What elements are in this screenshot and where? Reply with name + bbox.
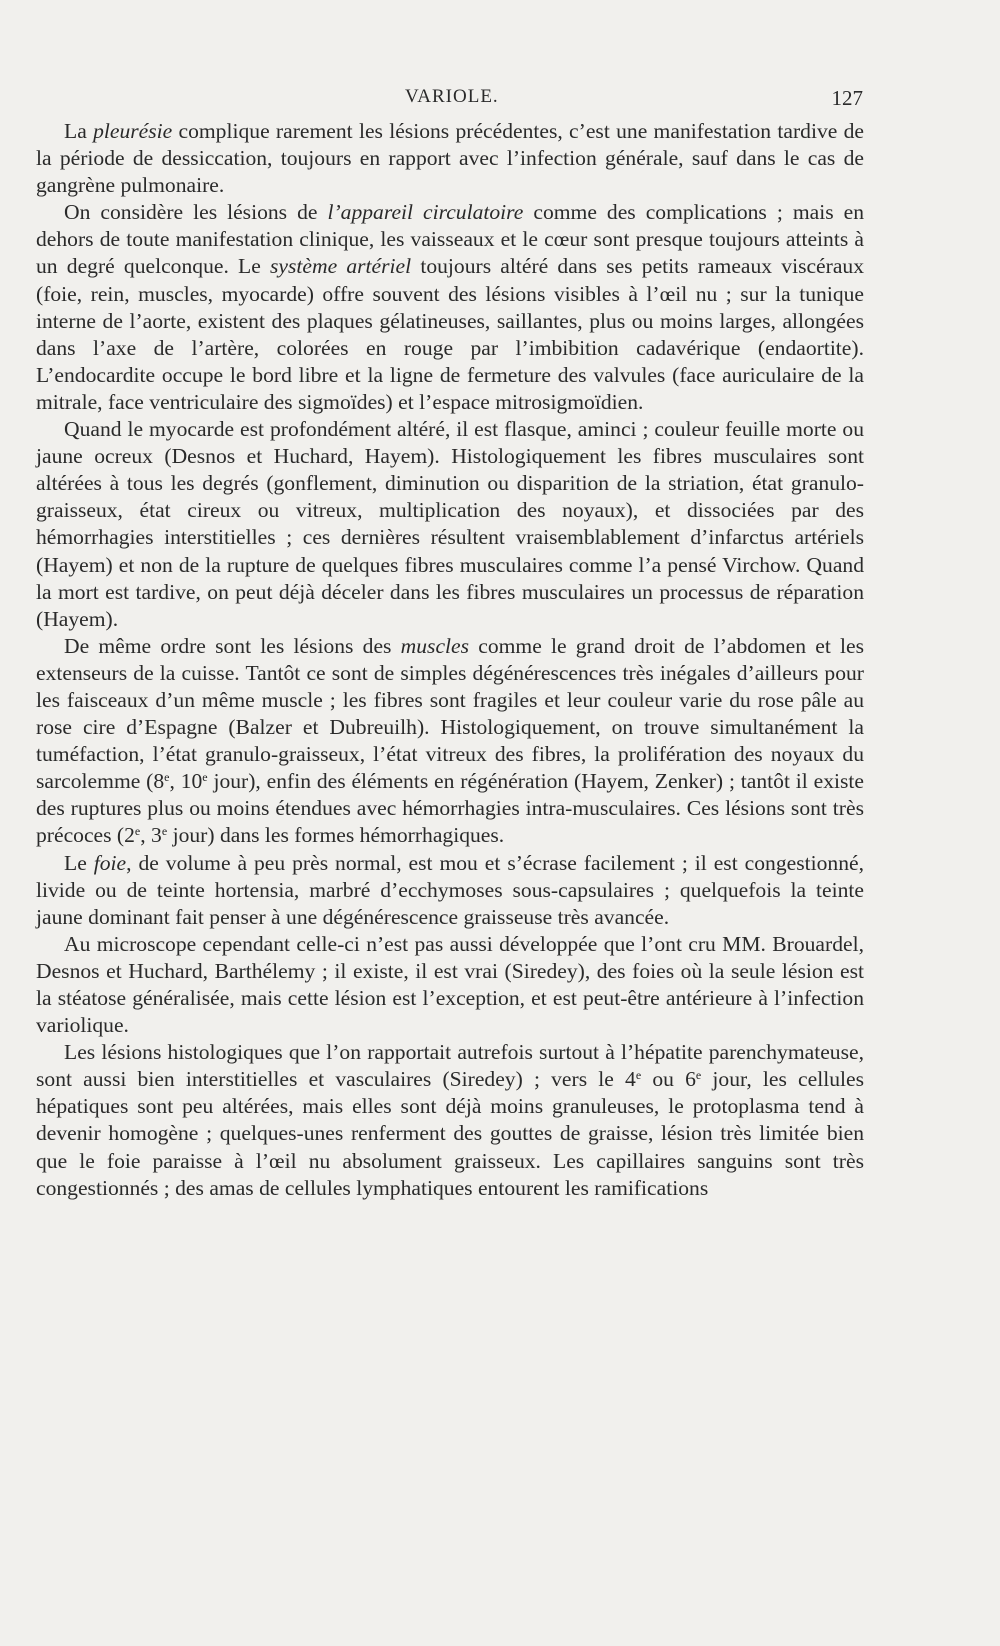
text-run: jour) dans les formes hémorrhagiques. xyxy=(167,823,505,848)
italic-term: l’appareil circulatoire xyxy=(327,200,524,225)
body-text xyxy=(36,118,864,1202)
paragraph xyxy=(36,633,864,850)
paragraph xyxy=(36,1039,864,1202)
running-title: VARIOLE. xyxy=(405,86,499,107)
text-run: jour, les cellules hépatiques sont peu altérées, mais elles sont déjà moins granuleuses, le protoplasma tend à devenir homogène ; quelques-unes renferment des gouttes de graisse, lésion très limitée bien que le foie paraisse à l’œil nu absolument graisseux. Les capillaires sanguins sont très congestionnés ; des amas de cellules lymphatiques entourent les ramifications xyxy=(36,1067,865,1200)
italic-term: foie xyxy=(93,850,127,875)
paragraph xyxy=(36,850,864,931)
text-run: , 10 xyxy=(169,769,203,794)
superscript: e xyxy=(164,770,170,785)
superscript: e xyxy=(695,1068,702,1083)
running-head xyxy=(0,86,1000,118)
page-number: 127 xyxy=(831,86,863,110)
text-run: De même ordre sont les lésions des xyxy=(64,633,401,658)
text-run: comme le grand droit de l’abdomen et les extenseurs de la cuisse. Tantôt ce sont de simples dégénérescences très inégales d’ailleurs pour les faisceaux d’un même muscle ; les fibres sont fragiles et leur couleur varie du rose pâle au rose cire d’Espagne (Balzer et Dubreuilh). Histologiquement, on trouve simultanément la tuméfaction, l’état granulo-graisseux, l’état vitreux des fibres, la prolifération des noyaux du sarcolemme (8 xyxy=(36,633,865,794)
text-run: complique rarement les lésions précédentes, c’est une manifestation tardive de la période de dessiccation, toujours en rapport avec l’infection générale, sauf dans le cas de gangrène pulmonaire. xyxy=(36,119,864,198)
text-run: Le xyxy=(64,850,94,875)
paragraph xyxy=(36,931,864,1039)
paragraph xyxy=(36,118,864,199)
text-run: jour), enfin des éléments en régénération (Hayem, Zenker) ; tantôt il existe des ruptures plus ou moins étendues avec hémorrhagies intra-musculaires. Ces lésions sont très précoces (2 xyxy=(36,769,864,848)
text-run: toujours altéré dans ses petits rameaux viscéraux (foie, rein, muscles, myocarde) offre souvent des lésions visibles à l’œil nu ; sur la tunique interne de l’aorte, existent des plaques gélatineuses, saillantes, plus ou moins larges, allongées dans l’axe de l’artère, colorées en rouge par l’imbibition cadavérique (endaortite). L’endocardite occupe le bord libre et la ligne de fermeture des valvules (face auriculaire de la mitrale, face ventriculaire des sigmoïdes) et l’espace mitrosigmoïdien. xyxy=(36,254,865,414)
italic-term: système artériel xyxy=(270,254,412,279)
text-run: , de volume à peu près normal, est mou et s’écrase facilement ; il est congestionné, livide ou de teinte hortensia, marbré d’ecchymoses sous-capsulaires ; quelquefois la teinte jaune dominant fait penser à une dégénérescence graisseuse très avancée. xyxy=(36,850,864,929)
superscript: e xyxy=(161,824,168,839)
text-run: Les lésions histologiques que l’on rapportait autrefois surtout à l’hépatite parenchymateuse, sont aussi bien interstitielles et vasculaires (Siredey) ; vers le 4 xyxy=(36,1040,864,1092)
superscript: e xyxy=(635,1068,642,1083)
text-run: Quand le myocarde est profondément altéré, il est flasque, aminci ; couleur feuille morte ou jaune ocreux (Desnos et Huchard, Hayem). Histologiquement les fibres musculaires sont altérées à tous les degrés (gonflement, diminution ou disparition de la striation, état granulo-graisseux, état cireux ou vitreux, multiplication des noyaux), et dissociées par des hémorrhagies interstitielles ; ces dernières résultent vraisemblablement d’infarctus artériels (Hayem) et non de la rupture de quelques fibres musculaires comme l’a pensé Virchow. Quand la mort est tardive, on peut déjà déceler dans les fibres musculaires un processus de réparation (Hayem). xyxy=(36,417,864,631)
text-run: On considère les lésions de xyxy=(64,200,328,225)
italic-term: muscles xyxy=(400,633,470,658)
superscript: e xyxy=(202,770,208,785)
superscript: e xyxy=(134,824,141,839)
text-run: , 3 xyxy=(140,823,162,848)
text-run: La xyxy=(64,119,94,143)
text-run: ou 6 xyxy=(641,1067,696,1092)
paragraph xyxy=(36,199,864,416)
paragraph xyxy=(36,416,864,633)
italic-term: pleurésie xyxy=(93,119,173,143)
text-run: Au microscope cependant celle-ci n’est pas aussi développée que l’ont cru MM. Brouardel, Desnos et Huchard, Barthélemy ; il existe, il est vrai (Siredey), des foies où la seule lésion est la stéatose généralisée, mais cette lésion est l’exception, et est peut-être antérieure à l’infection variolique. xyxy=(36,931,864,1038)
text-run: comme des complications ; mais en dehors de toute manifestation clinique, les vaisseaux et le cœur sont presque toujours atteints à un degré quelconque. Le xyxy=(36,200,864,279)
